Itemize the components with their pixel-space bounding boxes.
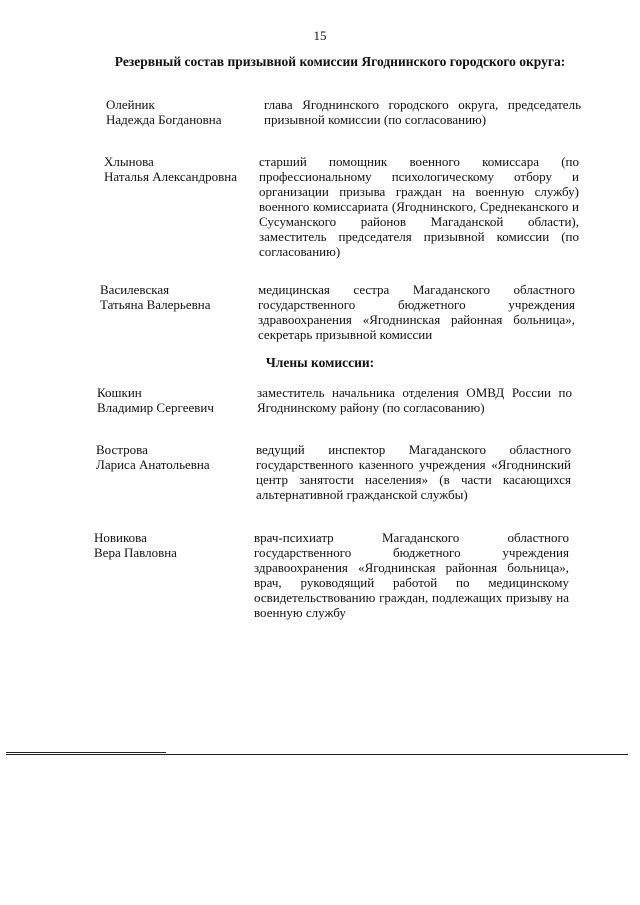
person-given-name: Владимир Сергеевич: [97, 400, 214, 415]
person-given-name: Надежда Богдановна: [106, 112, 222, 127]
person-name: [97, 385, 257, 415]
member-entry-3: [94, 530, 569, 622]
person-name: [104, 154, 264, 184]
footnote-rule-short: [6, 752, 166, 753]
person-name: [100, 282, 260, 312]
person-name: [94, 530, 254, 560]
members-heading: Члены комиссии:: [265, 355, 375, 370]
person-surname: Новикова: [94, 530, 147, 545]
reserve-entry-2: [104, 154, 579, 274]
person-surname: Кошкин: [97, 385, 142, 400]
person-surname: Олейник: [106, 97, 155, 112]
reserve-entry-3: [100, 282, 575, 344]
person-given-name: Лариса Анатольевна: [96, 457, 210, 472]
person-given-name: Татьяна Валерьевна: [100, 297, 211, 312]
person-given-name: Вера Павловна: [94, 545, 177, 560]
person-surname: Василевская: [100, 282, 170, 297]
member-entry-1: [97, 385, 572, 419]
person-name: [106, 97, 266, 127]
person-role: старший помощник военного комиссара (по профессиональному психологическому отбору и организации призыва граждан на военную службу) военного комиссариата (Ягоднинского, Среднеканского и Сусуманского районов Магаданской области), заместитель председателя призывной комиссии (по согласованию): [259, 154, 579, 259]
person-surname: Вострова: [96, 442, 148, 457]
person-role: врач-психиатр Магаданского областного государственного бюджетного учреждения здравоохранения «Ягоднинская районная больница», врач, руководящий работой по медицинскому освидетельствованию граждан, подлежащих призыву на военную службу: [254, 530, 569, 620]
person-given-name: Наталья Александровна: [104, 169, 237, 184]
page-number: 15: [313, 28, 327, 43]
section-heading: Резервный состав призывной комиссии Ягоднинского городского округа:: [114, 54, 566, 69]
reserve-entry-1: [106, 97, 581, 142]
person-role: медицинская сестра Магаданского областного государственного бюджетного учреждения здравоохранения «Ягоднинская районная больница», секретарь призывной комиссии: [258, 282, 575, 342]
person-name: [96, 442, 256, 472]
member-entry-2: [96, 442, 571, 518]
person-role: заместитель начальника отделения ОМВД России по Ягоднинскому району (по согласованию): [257, 385, 572, 415]
person-surname: Хлынова: [104, 154, 154, 169]
footnote-rule: [6, 754, 628, 755]
person-role: глава Ягоднинского городского округа, председатель призывной комиссии (по согласованию): [264, 97, 581, 127]
person-role: ведущий инспектор Магаданского областного государственного казенного учреждения «Ягоднинский центр занятости населения» (в части касающихся альтернативной гражданской службы): [256, 442, 571, 502]
